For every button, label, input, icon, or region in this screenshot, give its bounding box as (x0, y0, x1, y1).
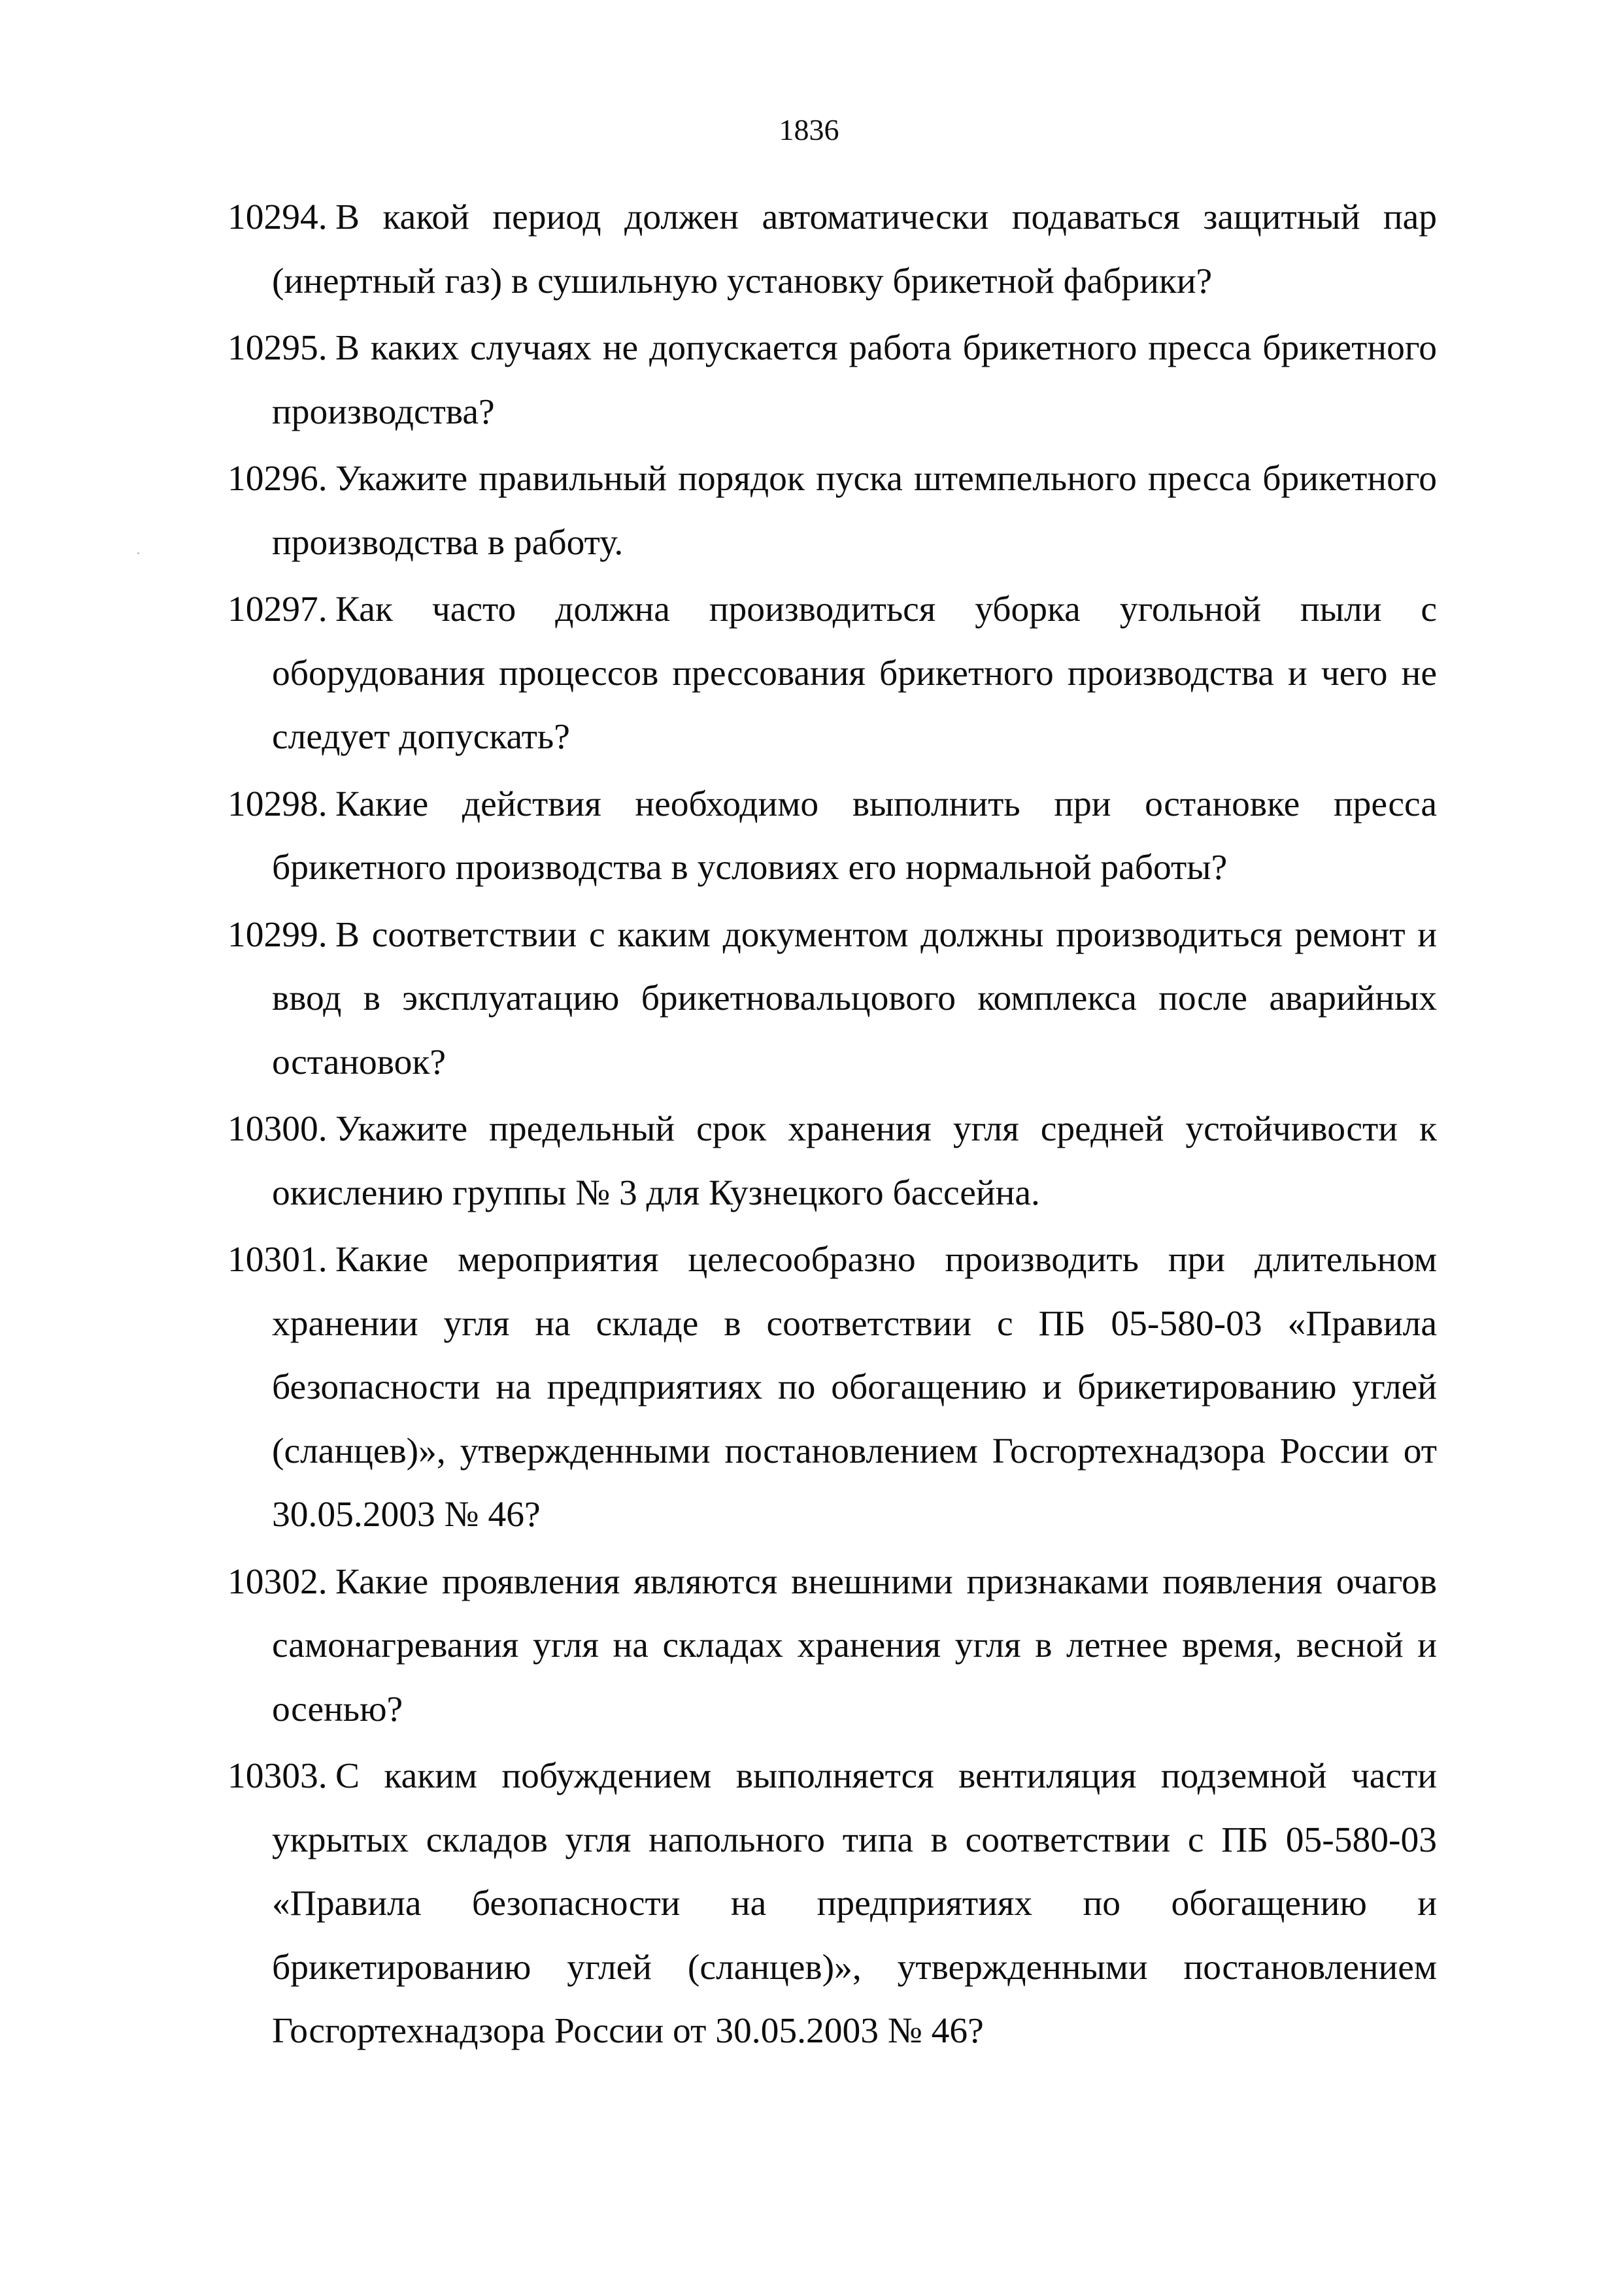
question-number: 10300. (228, 1109, 328, 1149)
question-number: 10297. (228, 590, 328, 629)
question-item (228, 1550, 1437, 1742)
question-item (228, 447, 1437, 574)
question-list (228, 186, 1437, 2067)
question-item (228, 1744, 1437, 2063)
question-item (228, 186, 1437, 313)
question-item (228, 903, 1437, 1095)
question-number: 10303. (228, 1756, 328, 1796)
question-number: 10298. (228, 784, 328, 824)
question-number: 10299. (228, 914, 328, 955)
question-item (228, 1228, 1437, 1547)
question-text: С каким побуждением выполняется вентиляция подземной части укрытых складов угля напольного типа в соответствии с ПБ 05-580-03 «Правила безопасности на предприятиях по обогащению и брикетированию углей (сланцев)», утвержденными постановлением Госгортехнадзора России от 30.05.2003 № 46? (272, 1756, 1437, 2051)
question-text: Укажите предельный срок хранения угля средней устойчивости к окислению группы № 3 для Кузнецкого бассейна. (272, 1109, 1437, 1213)
question-text: Какие действия необходимо выполнить при остановке пресса брикетного производства в условиях его нормальной работы? (272, 784, 1437, 888)
scan-speck (137, 552, 139, 554)
question-number: 10296. (228, 459, 328, 499)
question-text: В каких случаях не допускается работа брикетного пресса брикетного производства? (272, 328, 1437, 432)
question-text: Какие мероприятия целесообразно производить при длительном хранении угля на складе в соответствии с ПБ 05-580-03 «Правила безопасности на предприятиях по обогащению и брикетированию углей (сланцев)», утвержденными постановлением Госгортехнадзора России от 30.05.2003 № 46? (272, 1240, 1437, 1535)
question-text: Как часто должна производиться уборка угольной пыли с оборудования процессов прессования брикетного производства и чего не следует допускать? (272, 590, 1437, 757)
question-item (228, 316, 1437, 444)
question-item (228, 773, 1437, 900)
question-number: 10302. (228, 1561, 328, 1602)
question-text: В какой период должен автоматически подаваться защитный пар (инертный газ) в сушильную установку брикетной фабрики? (272, 197, 1437, 301)
page-number: 1836 (779, 113, 839, 146)
question-number: 10301. (228, 1240, 328, 1280)
question-text: Какие проявления являются внешними признаками появления очагов самонагревания угля на складах хранения угля в летнее время, весной и осенью? (272, 1561, 1437, 1729)
question-text: В соответствии с каким документом должны производиться ремонт и ввод в эксплуатацию брикетновальцового комплекса после аварийных остановок? (272, 914, 1437, 1082)
question-number: 10294. (228, 197, 328, 237)
question-number: 10295. (228, 328, 328, 368)
question-item (228, 578, 1437, 769)
question-text: Укажите правильный порядок пуска штемпельного пресса брикетного производства в работу. (272, 459, 1437, 563)
question-item (228, 1097, 1437, 1225)
